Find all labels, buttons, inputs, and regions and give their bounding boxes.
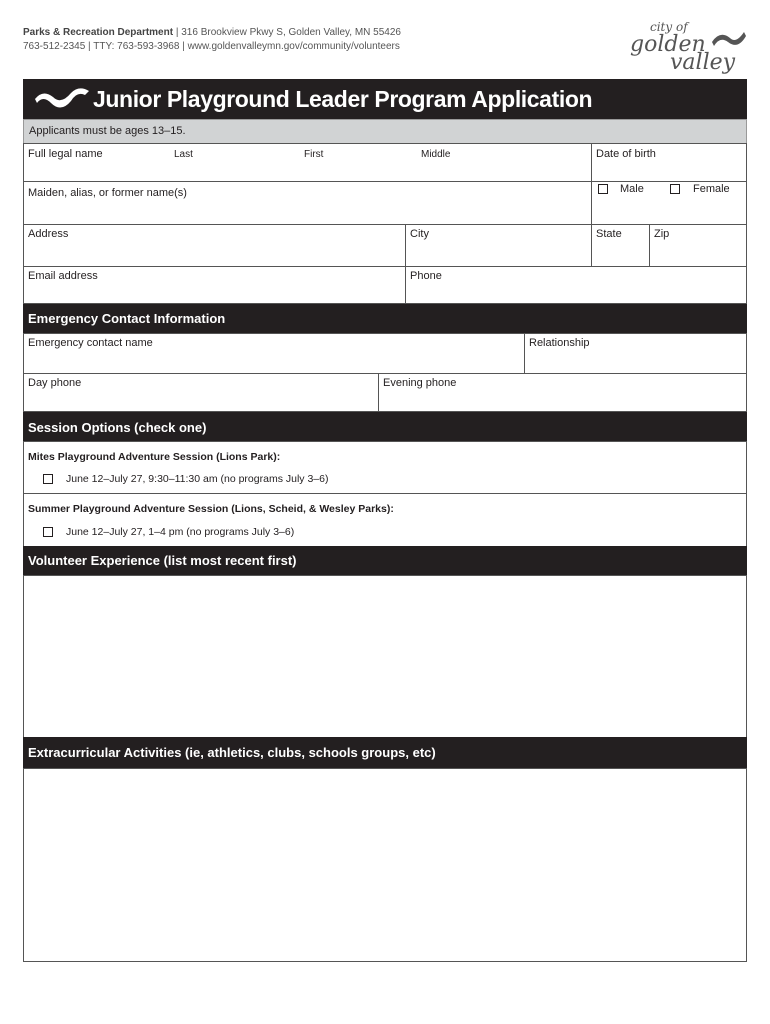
dept-address: 316 Brookview Pkwy S, Golden Valley, MN 55426 — [181, 27, 401, 38]
mites-session-option: June 12–July 27, 9:30–11:30 am (no programs July 3–6) — [66, 473, 329, 485]
maiden-name-field[interactable] — [23, 182, 591, 224]
city-field[interactable] — [406, 225, 591, 266]
summer-session-option: June 12–July 27, 1–4 pm (no programs July 3–6) — [66, 526, 295, 538]
volunteer-experience-area[interactable] — [23, 575, 747, 738]
email-field[interactable] — [23, 267, 405, 304]
city-logo — [628, 20, 748, 80]
female-checkbox[interactable] — [670, 184, 680, 194]
last-name-label: Last — [174, 149, 193, 160]
volunteer-heading: Volunteer Experience (list most recent first) — [28, 553, 297, 568]
city-label: City — [410, 228, 429, 240]
swoosh-icon — [33, 85, 93, 115]
maiden-name-label: Maiden, alias, or former name(s) — [28, 187, 187, 199]
address-field[interactable] — [23, 225, 405, 266]
zip-label: Zip — [654, 228, 670, 240]
header-contact-line: 763-512-2345 | TTY: 763-593-3968 | www.goldenvalleymn.gov/community/volunteers — [23, 41, 400, 52]
mites-session-checkbox[interactable] — [43, 474, 53, 484]
emergency-name-label: Emergency contact name — [28, 337, 153, 349]
emergency-section-header — [23, 304, 747, 333]
male-label: Male — [620, 183, 644, 195]
evening-phone-field[interactable] — [379, 374, 747, 412]
row-divider — [23, 493, 747, 494]
day-phone-field[interactable] — [23, 374, 378, 412]
mites-session-title: Mites Playground Adventure Session (Lions Park): — [28, 451, 281, 463]
phone-label: Phone — [410, 270, 442, 282]
logo-city-of: city of — [650, 20, 688, 34]
session-heading: Session Options (check one) — [28, 420, 207, 435]
state-label: State — [596, 228, 622, 240]
logo-golden: golden — [630, 32, 706, 57]
summer-session-checkbox[interactable] — [43, 527, 53, 537]
emergency-heading: Emergency Contact Information — [28, 311, 226, 326]
volunteer-section-header — [23, 546, 747, 575]
age-notice: Applicants must be ages 13–15. — [29, 125, 186, 137]
activities-area[interactable] — [23, 768, 747, 962]
summer-session-title: Summer Playground Adventure Session (Lions, Scheid, & Wesley Parks): — [28, 503, 394, 515]
middle-name-label: Middle — [421, 149, 451, 160]
full-name-label: Full legal name — [28, 148, 103, 160]
emergency-name-field[interactable] — [23, 334, 524, 373]
relationship-label: Relationship — [529, 337, 590, 349]
dept-name: Parks & Recreation Department — [23, 27, 174, 38]
address-label: Address — [28, 228, 69, 240]
male-checkbox[interactable] — [598, 184, 608, 194]
phone-field[interactable] — [406, 267, 747, 304]
session-section-header — [23, 412, 747, 441]
day-phone-label: Day phone — [28, 377, 82, 389]
relationship-field[interactable] — [525, 334, 747, 373]
first-name-label: First — [304, 149, 324, 160]
logo-valley: valley — [670, 50, 736, 75]
age-notice-bar — [23, 119, 747, 144]
activities-section-header — [23, 737, 747, 768]
evening-phone-label: Evening phone — [383, 377, 457, 389]
state-field[interactable] — [592, 225, 649, 266]
female-label: Female — [693, 183, 730, 195]
activities-heading: Extracurricular Activities (ie, athletics, clubs, schools groups, etc) — [28, 745, 436, 760]
header-separator: | — [175, 27, 179, 38]
email-label: Email address — [28, 270, 98, 282]
page-title: Junior Playground Leader Program Application — [93, 86, 593, 112]
dob-label: Date of birth — [596, 148, 656, 160]
zip-field[interactable] — [650, 225, 747, 266]
title-bar — [23, 79, 747, 119]
header-address-line — [23, 27, 401, 38]
date-of-birth-field[interactable] — [592, 143, 747, 181]
full-name-field[interactable] — [23, 143, 591, 181]
